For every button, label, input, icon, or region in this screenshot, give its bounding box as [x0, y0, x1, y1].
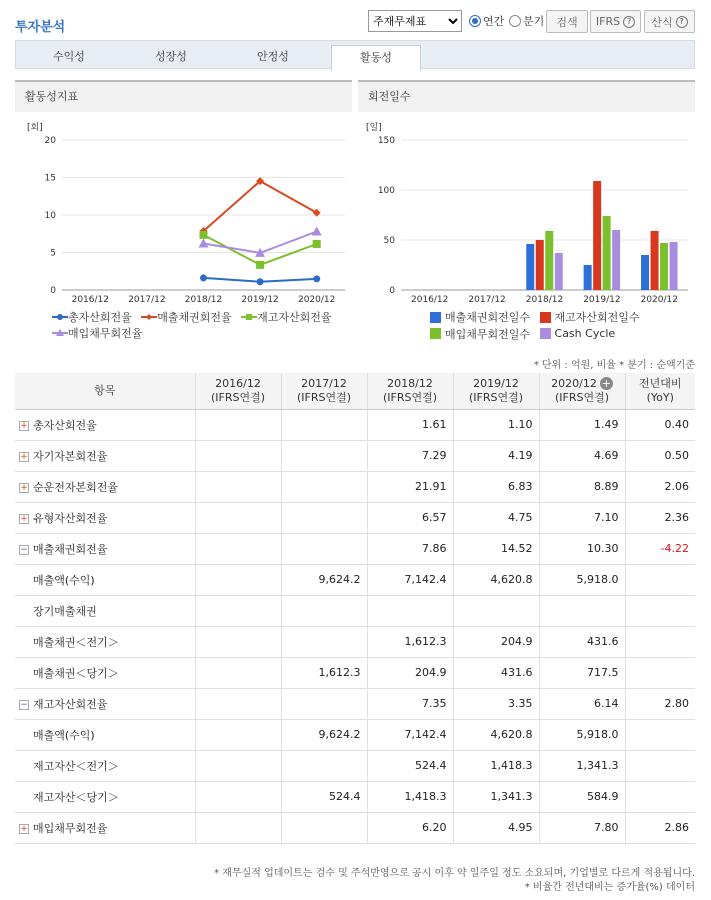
add-column-icon[interactable]: + — [601, 376, 611, 390]
tab-growth[interactable]: 성장성 — [155, 50, 187, 63]
turnover-days-chart — [358, 118, 695, 306]
statement-select[interactable] — [368, 10, 462, 32]
table-row — [15, 750, 695, 781]
y-axis-unit: [회] — [27, 123, 43, 133]
y-tick-label: 20 — [44, 136, 56, 146]
legend-label: 재고자산회전일수 — [554, 311, 640, 324]
row-label: 장기매출채권 — [33, 604, 97, 618]
table-cell — [195, 626, 281, 657]
table-cell — [281, 502, 367, 533]
bar — [526, 244, 534, 290]
header-label: 전년대비 — [638, 376, 682, 390]
bar — [660, 243, 668, 290]
legend-line-icon — [52, 313, 68, 321]
radio-quarter[interactable] — [509, 13, 544, 29]
legend-swatch-icon — [430, 312, 441, 323]
table-cell: 204.9 — [367, 657, 453, 688]
table-cell — [195, 812, 281, 843]
legend-line-icon — [241, 313, 257, 321]
row-label-cell[interactable] — [15, 502, 195, 533]
legend-swatch-icon — [540, 328, 551, 339]
data-point — [199, 239, 209, 248]
expand-icon[interactable]: + — [20, 823, 28, 834]
table-cell — [281, 440, 367, 471]
table-row — [15, 719, 695, 750]
x-tick-label: 2020/12 — [298, 295, 336, 305]
table-cell — [195, 750, 281, 781]
table-cell: 0.50 — [625, 440, 695, 471]
row-label-cell — [15, 750, 195, 781]
formula-button[interactable] — [644, 10, 695, 33]
table-cell: 6.14 — [539, 688, 625, 719]
table-cell: 2.36 — [625, 502, 695, 533]
table-cell: 2.06 — [625, 471, 695, 502]
row-label-cell[interactable] — [15, 440, 195, 471]
table-cell: 1,341.3 — [453, 781, 539, 812]
table-cell — [625, 657, 695, 688]
table-cell: -4.22 — [625, 533, 695, 564]
table-cell — [195, 533, 281, 564]
right-legend — [430, 309, 670, 342]
legend-label: 매출채권회전율 — [157, 311, 232, 324]
table-cell: 1,341.3 — [539, 750, 625, 781]
table-cell: 4,620.8 — [453, 719, 539, 750]
table-cell: 7.35 — [367, 688, 453, 719]
bar — [651, 231, 659, 290]
row-label-cell — [15, 626, 195, 657]
header-sub: (YoY) — [646, 390, 674, 404]
row-label: 재고자산＜전기＞ — [33, 759, 119, 773]
radio-annual-label: 연간 — [483, 15, 505, 28]
data-point — [200, 274, 207, 281]
bar — [545, 231, 553, 290]
tab-profitability[interactable]: 수익성 — [53, 50, 85, 63]
table-cell: 4.75 — [453, 502, 539, 533]
unit-note: * 단위 : 억원, 비율 * 분기 : 순액기준 — [533, 360, 695, 371]
table-row — [15, 595, 695, 626]
legend-label: 매출채권회전일수 — [445, 311, 531, 324]
table-cell: 1.10 — [453, 409, 539, 440]
row-label: 매출채권＜전기＞ — [33, 635, 119, 649]
table-cell: 2.86 — [625, 812, 695, 843]
header-sub: (IFRS연결) — [468, 390, 524, 404]
x-tick-label: 2016/12 — [71, 295, 109, 305]
bar — [536, 240, 544, 290]
table-cell — [195, 409, 281, 440]
bar — [612, 230, 620, 290]
x-tick-label: 2018/12 — [525, 295, 564, 305]
table-cell — [195, 502, 281, 533]
table-cell — [625, 564, 695, 595]
footer-note-2: * 비율간 전년대비는 증가율(%) 데이터 — [524, 882, 695, 893]
table-cell — [195, 781, 281, 812]
table-cell: 9,624.2 — [281, 719, 367, 750]
legend-label: Cash Cycle — [554, 327, 616, 340]
x-tick-label: 2020/12 — [640, 295, 678, 305]
bar — [555, 253, 563, 290]
table-cell: 4.69 — [539, 440, 625, 471]
table-cell — [195, 719, 281, 750]
x-tick-label: 2016/12 — [411, 295, 449, 305]
data-point — [256, 261, 264, 269]
collapse-icon[interactable]: − — [20, 544, 28, 555]
table-cell: 10.30 — [539, 533, 625, 564]
activity-ratio-chart — [15, 118, 352, 306]
table-cell — [625, 750, 695, 781]
legend-label: 매입채무회전일수 — [445, 327, 531, 341]
table-row — [15, 688, 695, 719]
left-panel-header: 활동성지표 — [15, 80, 352, 112]
legend-item — [540, 327, 616, 340]
table-cell: 5,918.0 — [539, 719, 625, 750]
y-axis-unit: [일] — [366, 123, 382, 133]
legend-item — [52, 309, 132, 325]
table-cell — [281, 471, 367, 502]
table-cell: 4.95 — [453, 812, 539, 843]
y-tick-label: 150 — [377, 136, 395, 146]
data-point — [313, 209, 321, 217]
legend-label: 총자산회전율 — [68, 311, 132, 324]
bar — [584, 265, 592, 290]
table-cell: 524.4 — [281, 781, 367, 812]
legend-line-icon — [52, 329, 68, 337]
expand-icon[interactable]: + — [20, 420, 28, 431]
table-cell — [453, 595, 539, 626]
header-sub: (IFRS연결) — [210, 390, 266, 404]
table-cell: 7.86 — [367, 533, 453, 564]
y-tick-label: 50 — [383, 236, 395, 246]
row-label: 총자산회전율 — [33, 418, 97, 432]
data-point — [312, 227, 322, 236]
table-row — [15, 409, 695, 440]
table-cell: 21.91 — [367, 471, 453, 502]
table-cell: 1,418.3 — [453, 750, 539, 781]
x-tick-label: 2019/12 — [241, 295, 279, 305]
table-cell: 8.89 — [539, 471, 625, 502]
table-cell — [195, 440, 281, 471]
table-cell: 7,142.4 — [367, 719, 453, 750]
radio-selected-icon[interactable] — [469, 15, 481, 27]
table-row — [15, 657, 695, 688]
ifrs-button[interactable] — [590, 10, 641, 33]
table-cell — [281, 750, 367, 781]
legend-item — [430, 309, 530, 325]
formula-button-label: 산식 — [651, 15, 673, 29]
table-cell: 9,624.2 — [281, 564, 367, 595]
table-cell — [195, 657, 281, 688]
row-label-cell[interactable] — [15, 533, 195, 564]
table-cell: 6.20 — [367, 812, 453, 843]
row-label-cell — [15, 657, 195, 688]
table-cell: 431.6 — [539, 626, 625, 657]
table-cell: 7,142.4 — [367, 564, 453, 595]
right-panel-header: 회전일수 — [358, 80, 695, 112]
table-cell — [281, 533, 367, 564]
header-cell — [367, 373, 453, 409]
table-cell — [195, 595, 281, 626]
row-label-cell[interactable] — [15, 688, 195, 719]
legend-item — [141, 309, 231, 325]
data-point — [200, 231, 208, 239]
legend-item — [241, 309, 331, 325]
table-cell: 204.9 — [453, 626, 539, 657]
table-cell: 6.83 — [453, 471, 539, 502]
table-cell — [367, 595, 453, 626]
legend-item — [430, 326, 530, 342]
table-cell: 1,612.3 — [281, 657, 367, 688]
row-label: 재고자산회전율 — [33, 697, 108, 711]
header-cell — [281, 373, 367, 409]
help-icon: ? — [676, 16, 688, 28]
row-label-cell — [15, 719, 195, 750]
x-tick-label: 2017/12 — [468, 295, 506, 305]
row-label: 재고자산＜당기＞ — [33, 790, 119, 804]
table-row — [15, 533, 695, 564]
header-label: 항목 — [94, 383, 116, 397]
header-label: 2018/12 — [387, 376, 433, 390]
y-tick-label: 10 — [44, 211, 56, 221]
radio-quarter-label: 분기 — [523, 15, 545, 28]
table-cell: 14.52 — [453, 533, 539, 564]
series-line — [204, 181, 317, 231]
row-label: 매출채권회전율 — [33, 542, 108, 556]
expand-icon[interactable]: + — [20, 482, 28, 493]
ifrs-button-label: IFRS — [595, 15, 621, 28]
legend-line-icon — [141, 313, 157, 321]
header-cell — [15, 373, 195, 409]
bar — [603, 216, 611, 290]
table-row — [15, 781, 695, 812]
table-cell — [625, 781, 695, 812]
row-label: 매출액(수익) — [33, 573, 95, 587]
header-cell — [195, 373, 281, 409]
header-sub: (IFRS연결) — [296, 390, 352, 404]
radio-unselected-icon[interactable] — [509, 15, 521, 27]
table-cell — [625, 719, 695, 750]
bar — [641, 255, 649, 290]
y-tick-label: 0 — [389, 286, 395, 296]
table-cell — [281, 626, 367, 657]
table-row — [15, 626, 695, 657]
header-label: 2019/12 — [473, 376, 519, 390]
header-cell — [539, 373, 625, 409]
table-cell: 6.57 — [367, 502, 453, 533]
row-label: 순운전자본회전율 — [33, 480, 119, 494]
table-cell — [195, 688, 281, 719]
y-tick-label: 0 — [50, 286, 56, 296]
row-label-cell[interactable] — [15, 812, 195, 843]
left-legend — [52, 309, 342, 341]
tab-activity[interactable]: 활동성 — [331, 45, 421, 71]
table-cell: 7.29 — [367, 440, 453, 471]
legend-swatch-icon — [540, 312, 551, 323]
header-sub: (IFRS연결) — [382, 390, 438, 404]
table-cell: 1,418.3 — [367, 781, 453, 812]
table-row — [15, 812, 695, 843]
search-button-label: 검색 — [556, 15, 578, 29]
y-tick-label: 100 — [377, 186, 395, 196]
x-tick-label: 2019/12 — [583, 295, 621, 305]
row-label: 유형자산회전율 — [33, 511, 108, 525]
expand-icon[interactable]: + — [20, 513, 28, 524]
table-cell: 1,612.3 — [367, 626, 453, 657]
data-point — [257, 278, 264, 285]
activity-table — [15, 373, 695, 844]
table-row — [15, 502, 695, 533]
header-label: 2016/12 — [215, 376, 261, 390]
table-cell: 7.80 — [539, 812, 625, 843]
table-cell: 431.6 — [453, 657, 539, 688]
row-label: 매출채권＜당기＞ — [33, 666, 119, 680]
table-row — [15, 471, 695, 502]
page-title: 투자분석 — [15, 20, 66, 35]
y-tick-label: 5 — [50, 248, 56, 259]
table-cell — [281, 688, 367, 719]
help-icon: ? — [623, 16, 635, 28]
table-cell: 717.5 — [539, 657, 625, 688]
row-label: 매입채무회전율 — [33, 821, 108, 835]
header-label: 2017/12 — [301, 376, 347, 390]
legend-swatch-icon — [430, 328, 441, 339]
data-point — [313, 240, 321, 248]
table-cell: 4,620.8 — [453, 564, 539, 595]
y-tick-label: 15 — [44, 173, 56, 184]
table-cell: 2.80 — [625, 688, 695, 719]
legend-label: 매입채무회전율 — [68, 327, 143, 340]
table-header-row — [15, 373, 695, 409]
table-cell: 0.40 — [625, 409, 695, 440]
data-point — [313, 275, 320, 282]
legend-item — [540, 309, 640, 325]
table-cell: 524.4 — [367, 750, 453, 781]
expand-icon[interactable]: + — [20, 451, 28, 462]
header-label: 2020/12 — [551, 376, 597, 390]
search-button[interactable] — [546, 10, 588, 33]
header-cell — [625, 373, 695, 409]
legend-item — [52, 325, 142, 341]
table-cell — [281, 595, 367, 626]
table-cell: 3.35 — [453, 688, 539, 719]
row-label-cell — [15, 781, 195, 812]
table-cell — [281, 409, 367, 440]
bar — [670, 242, 678, 290]
header-cell — [453, 373, 539, 409]
legend-label: 재고자산회전율 — [257, 311, 332, 324]
tab-stability[interactable]: 안정성 — [257, 50, 289, 63]
x-tick-label: 2018/12 — [184, 295, 223, 305]
table-cell: 584.9 — [539, 781, 625, 812]
bar — [593, 181, 601, 290]
tab-bar — [15, 40, 695, 69]
table-cell: 7.10 — [539, 502, 625, 533]
table-cell — [625, 595, 695, 626]
table-cell: 4.19 — [453, 440, 539, 471]
table-cell — [625, 626, 695, 657]
table-cell — [281, 812, 367, 843]
table-cell — [195, 471, 281, 502]
header-sub: (IFRS연결) — [554, 390, 610, 404]
row-label: 매출액(수익) — [33, 728, 95, 742]
radio-annual[interactable] — [469, 13, 504, 29]
row-label-cell[interactable] — [15, 409, 195, 440]
table-cell — [195, 564, 281, 595]
table-cell: 1.61 — [367, 409, 453, 440]
table-cell: 5,918.0 — [539, 564, 625, 595]
collapse-icon[interactable]: − — [20, 699, 28, 710]
row-label: 자기자본회전율 — [33, 449, 108, 463]
x-tick-label: 2017/12 — [128, 295, 166, 305]
row-label-cell[interactable] — [15, 471, 195, 502]
table-row — [15, 440, 695, 471]
table-row — [15, 564, 695, 595]
row-label-cell — [15, 595, 195, 626]
table-cell — [539, 595, 625, 626]
table-cell: 1.49 — [539, 409, 625, 440]
row-label-cell — [15, 564, 195, 595]
footer-note-1: * 재무실적 업데이트는 검수 및 주석반영으로 공시 이후 약 일주일 정도 소요되며, 기업별로 다르게 적용됩니다. — [214, 868, 695, 879]
